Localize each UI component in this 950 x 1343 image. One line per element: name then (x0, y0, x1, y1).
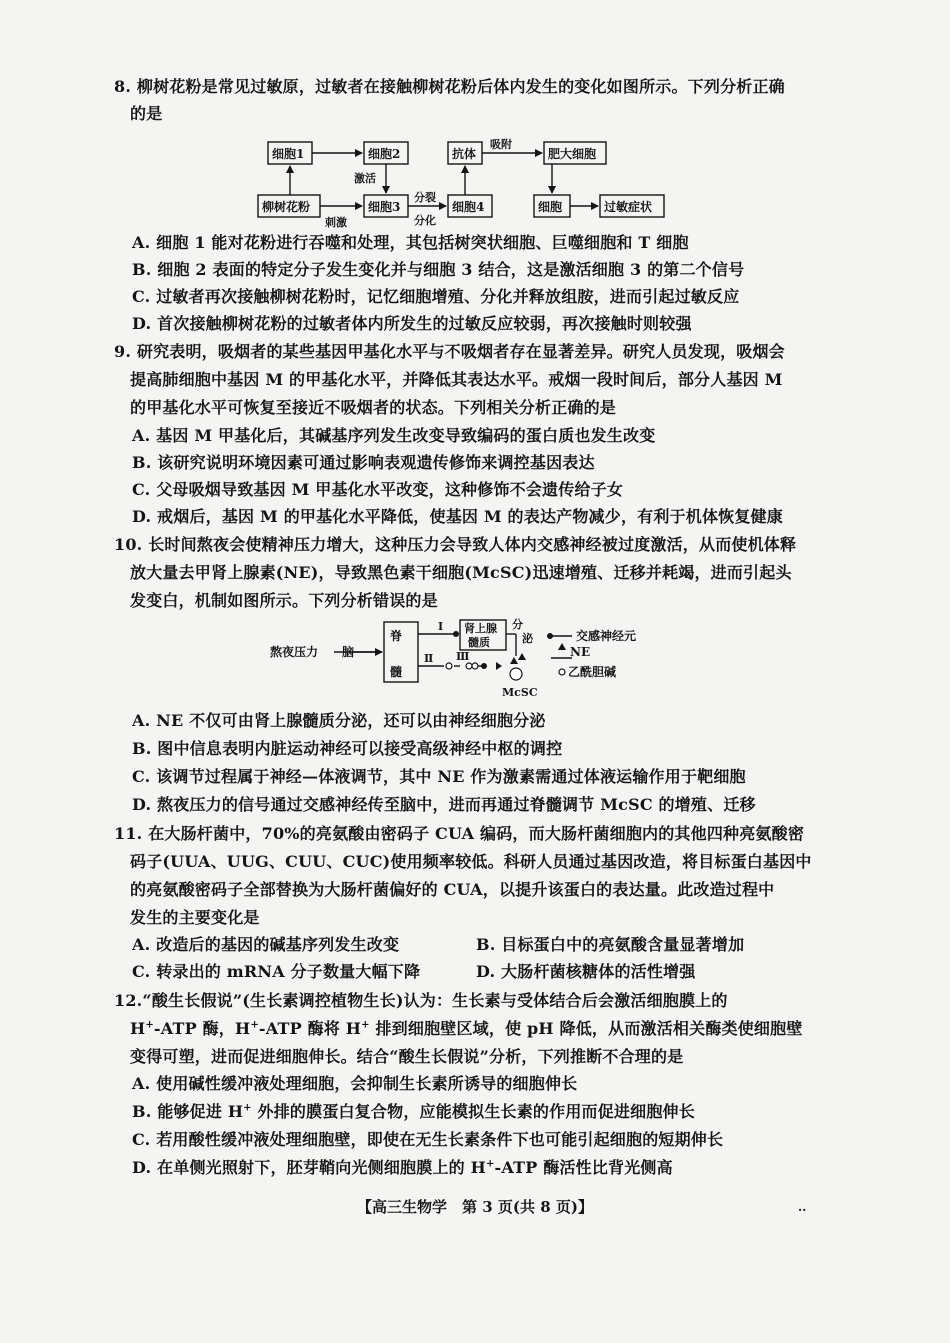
diagram-divide: 分裂 (414, 191, 436, 204)
diagram-mcsc: McSC (502, 686, 538, 699)
q12-option-d: D. 在单侧光照射下，胚芽鞘向光侧细胞膜上的 H+-ATP 酶活性比背光侧高 (132, 1158, 673, 1177)
page-footer: 【高三生物学 第 3 页(共 8 页)】 (357, 1198, 593, 1216)
q10-stem: 10. 长时间熬夜会使精神压力增大，这种压力会导致人体内交感神经被过度激活，从而使机体释 (114, 535, 797, 554)
q12-option-b: B. 能够促进 H+ 外排的膜蛋白复合物，应能模拟生长素的作用而促进细胞伸长 (132, 1102, 695, 1121)
q8-option-a: A. 细胞 1 能对花粉进行吞噬和处理，其包括树突状细胞、巨噬细胞和 T 细胞 (132, 233, 689, 252)
diagram-legend-neuron: 交感神经元 (576, 629, 637, 643)
diagram-antibody: 抗体 (452, 147, 477, 161)
diagram-stress: 熬夜压力 (270, 645, 319, 659)
diagram-stimulate: 刺激 (325, 216, 347, 228)
q9-stem-cont2: 的甲基化水平可恢复至接近不吸烟者的状态。下列相关分析正确的是 (130, 398, 617, 417)
diagram-secrete-bottom: 泌 (522, 632, 533, 645)
diagram-brain: 脑 (342, 645, 355, 659)
q10-stem-cont1: 放大量去甲肾上腺素(NE)，导致黑色素干细胞(McSC)迅速增殖、迁移并耗竭，进而引起头 (130, 563, 792, 582)
q12-stem-cont1: H+-ATP 酶，H+-ATP 酶将 H+ 排到细胞壁区域，使 pH 降低，从而激活相关酶类使细胞壁 (130, 1019, 803, 1038)
q9-option-a: A. 基因 M 甲基化后，其碱基序列发生改变导致编码的蛋白质也发生改变 (132, 426, 656, 445)
q10-stem-cont2: 发变白，机制如图所示。下列分析错误的是 (130, 591, 438, 610)
q8-option-d: D. 首次接触柳树花粉的过敏者体内所发生的过敏反应较弱，再次接触时则较强 (132, 314, 692, 333)
diagram-cell4: 细胞4 (452, 200, 485, 214)
diagram-mast-cell: 肥大细胞 (548, 147, 597, 161)
q11-option-a: A. 改造后的基因的碱基序列发生改变 (132, 935, 400, 954)
diagram-adsorb: 吸附 (490, 138, 512, 151)
diagram-legend-ne: NE (570, 645, 591, 659)
q9-stem-cont1: 提高肺细胞中基因 M 的甲基化水平，并降低其表达水平。戒烟一段时间后，部分人基因 M (130, 370, 783, 389)
q12-option-a: A. 使用碱性缓冲液处理细胞，会抑制生长素所诱导的细胞伸长 (132, 1074, 578, 1093)
diagram-legend-ach: 乙酰胆碱 (568, 665, 617, 679)
diagram-differentiate: 分化 (414, 214, 436, 227)
diagram-willow-pollen: 柳树花粉 (262, 200, 311, 214)
q11-option-d: D. 大肠杆菌核糖体的活性增强 (476, 962, 696, 981)
q12-option-c: C. 若用酸性缓冲液处理细胞壁，即使在无生长素条件下也可能引起细胞的短期伸长 (132, 1130, 724, 1149)
q12-stem-cont2: 变得可塑，进而促进细胞伸长。结合“酸生长假说”分析，下列推断不合理的是 (130, 1047, 684, 1066)
diagram-cell2: 细胞2 (368, 147, 401, 161)
diagram-adrenal-top: 肾上腺 (464, 622, 497, 635)
q9-option-b: B. 该研究说明环境因素可通过影响表观遗传修饰来调控基因表达 (132, 453, 595, 472)
diagram-pathway-3: Ⅲ (456, 650, 470, 663)
diagram-pathway-1: Ⅰ (438, 620, 444, 633)
diagram-pathway-2: Ⅱ (424, 652, 434, 665)
diagram-cell: 细胞 (538, 200, 563, 214)
q8-option-b: B. 细胞 2 表面的特定分子发生变化并与细胞 3 结合，这是激活细胞 3 的第二个信号 (132, 260, 745, 279)
q11-stem-cont2: 的亮氨酸密码子全部替换为大肠杆菌偏好的 CUA，以提升该蛋白的表达量。此改造过程中 (130, 880, 775, 899)
q8-stem-cont: 的是 (130, 104, 163, 123)
q8-stem: 8. 柳树花粉是常见过敏原，过敏者在接触柳树花粉后体内发生的变化如图所示。下列分析正确 (114, 77, 785, 96)
q10-option-a: A. NE 不仅可由肾上腺髓质分泌，还可以由神经细胞分泌 (132, 711, 546, 730)
diagram-spinal-bottom: 髓 (390, 665, 403, 679)
q10-option-d: D. 熬夜压力的信号通过交感神经传至脑中，进而再通过脊髓调节 McSC 的增殖、迁移 (132, 795, 756, 814)
q11-stem-cont3: 发生的主要变化是 (130, 908, 260, 927)
q9-stem: 9. 研究表明，吸烟者的某些基因甲基化水平与不吸烟者存在显著差异。研究人员发现，吸烟会 (114, 342, 785, 361)
q8-diagram (250, 132, 680, 228)
q9-option-d: D. 戒烟后，基因 M 的甲基化水平降低，使基因 M 的表达产物减少，有利于机体恢复健康 (132, 507, 783, 526)
q12-stem: 12.“酸生长假说”(生长素调控植物生长)认为：生长素与受体结合后会激活细胞膜上的 (114, 991, 728, 1010)
q9-option-c: C. 父母吸烟导致基因 M 甲基化水平改变，这种修饰不会遗传给子女 (132, 480, 624, 499)
footer-dots: .. (798, 1200, 807, 1214)
diagram-allergy: 过敏症状 (604, 200, 653, 214)
q11-option-c: C. 转录出的 mRNA 分子数量大幅下降 (132, 962, 421, 981)
q10-diagram (266, 614, 666, 700)
q10-option-b: B. 图中信息表明内脏运动神经可以接受高级神经中枢的调控 (132, 739, 563, 758)
diagram-adrenal-bottom: 髓质 (468, 636, 490, 649)
diagram-cell3: 细胞3 (368, 200, 401, 214)
q10-option-c: C. 该调节过程属于神经—体液调节，其中 NE 作为激素需通过体液运输作用于靶细胞 (132, 767, 746, 786)
diagram-activate: 激活 (354, 172, 376, 185)
diagram-spinal-top: 脊 (390, 629, 403, 643)
q11-stem-cont1: 码子(UUA、UUG、CUU、CUC)使用频率较低。科研人员通过基因改造，将目标蛋白基因中 (130, 852, 812, 871)
q11-stem: 11. 在大肠杆菌中，70%的亮氨酸由密码子 CUA 编码，而大肠杆菌细胞内的其他四种亮氨酸密 (114, 824, 805, 843)
q8-option-c: C. 过敏者再次接触柳树花粉时，记忆细胞增殖、分化并释放组胺，进而引起过敏反应 (132, 287, 740, 306)
diagram-cell1: 细胞1 (272, 147, 305, 161)
diagram-secrete-top: 分 (512, 618, 523, 631)
q11-option-b: B. 目标蛋白中的亮氨酸含量显著增加 (476, 935, 745, 954)
